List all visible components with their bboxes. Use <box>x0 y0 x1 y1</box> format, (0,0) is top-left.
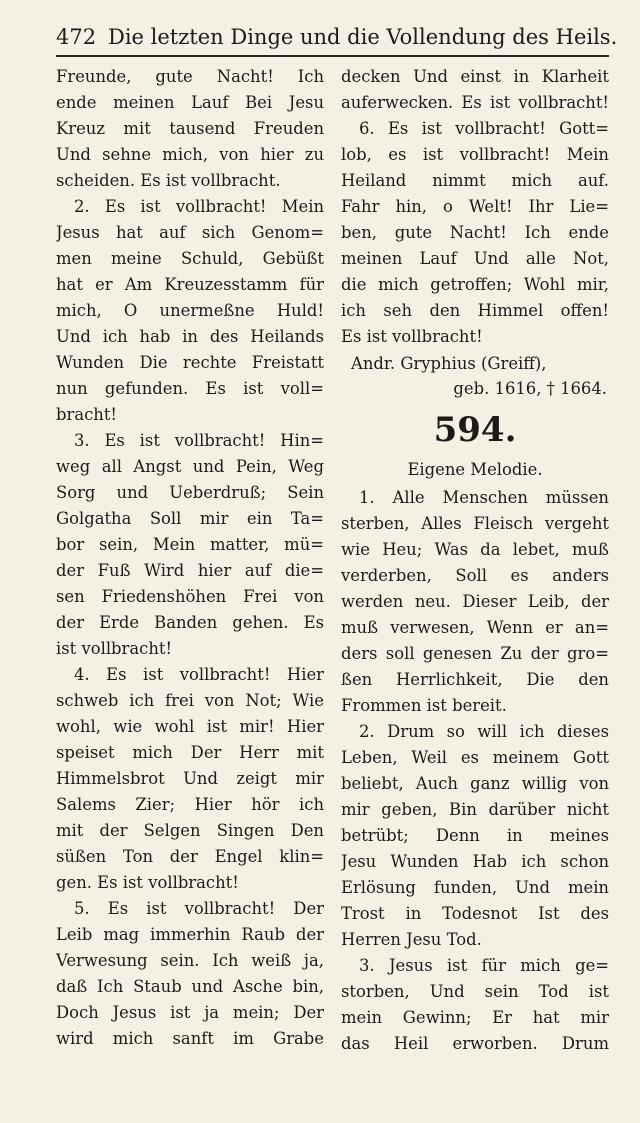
hymn-593-continuation <box>341 64 609 350</box>
text-line: 6. Es ist vollbracht! Gott= <box>359 119 609 138</box>
text-line: bracht! <box>56 405 118 424</box>
text-line: mir geben, Bin darüber nicht <box>341 800 609 819</box>
text-line: werden neu. Dieser Leib, der <box>341 592 609 611</box>
text-line: lob, es ist vollbracht! Mein <box>341 145 609 164</box>
text-line: auferwecken. Es ist vollbracht! <box>341 93 609 112</box>
text-line: wird mich sanft im Grabe <box>56 1029 324 1048</box>
text-line: decken Und einst in Klarheit <box>341 67 609 86</box>
text-line: Jesus hat auf sich Genom= <box>56 223 324 242</box>
text-line: ist vollbracht! <box>56 639 173 658</box>
page-number: 472 <box>56 25 97 49</box>
text-line: men meine Schuld, Gebüßt <box>56 249 324 268</box>
text-line: Doch Jesus ist ja mein; Der <box>56 1003 324 1022</box>
page-header <box>56 22 616 52</box>
text-line: Golgatha Soll mir ein Ta= <box>56 509 324 528</box>
text-line: speiset mich Der Herr mit <box>56 743 324 762</box>
text-line: sterben, Alles Fleisch vergeht <box>341 514 609 533</box>
text-line: muß verwesen, Wenn er an= <box>341 618 609 637</box>
text-line: der Fuß Wird hier auf die= <box>56 561 324 580</box>
text-line: Verwesung sein. Ich weiß ja, <box>56 951 324 970</box>
text-line: ben, gute Nacht! Ich ende <box>341 223 609 242</box>
text-line: 3. Jesus ist für mich ge= <box>359 956 609 975</box>
text-line: Wunden Die rechte Freistatt <box>56 353 324 372</box>
melody-note: Eigene Melodie. <box>407 460 543 479</box>
text-line: Und ich hab in des Heilands <box>56 327 324 346</box>
text-line: schweb ich frei von Not; Wie <box>56 691 324 710</box>
text-line: gen. Es ist vollbracht! <box>56 873 239 892</box>
text-line: 2. Drum so will ich dieses <box>359 722 609 741</box>
text-line: Herren Jesu Tod. <box>341 930 482 949</box>
text-line: scheiden. Es ist vollbracht. <box>56 171 281 190</box>
text-line: daß Ich Staub und Asche bin, <box>56 977 324 996</box>
text-line: 1. Alle Menschen müssen <box>359 488 609 507</box>
text-line: Frommen ist bereit. <box>341 696 507 715</box>
text-line: Freunde, gute Nacht! Ich <box>56 67 324 86</box>
text-line: meinen Lauf Und alle Not, <box>341 249 609 268</box>
text-line: ende meinen Lauf Bei Jesu <box>56 93 324 112</box>
text-line: Kreuz mit tausend Freuden <box>56 119 324 138</box>
text-line: Erlösung funden, Und mein <box>341 878 609 897</box>
text-line: ßen Herrlichkeit, Die den <box>341 670 609 689</box>
text-line: mein Gewinn; Er hat mir <box>341 1008 609 1027</box>
text-line: Es ist vollbracht! <box>341 327 483 346</box>
text-line: die mich getroffen; Wohl mir, <box>341 275 609 294</box>
text-line: wie Heu; Was da lebet, muß <box>341 540 609 559</box>
text-line: sen Friedenshöhen Frei von <box>56 587 324 606</box>
text-line: beliebt, Auch ganz willig von <box>341 774 609 793</box>
text-line: betrübt; Denn in meines <box>341 826 609 845</box>
author-attribution: Andr. Gryphius (Greiff), <box>351 354 547 373</box>
running-title: Die letzten Dinge und die Vollendung des Heils. <box>108 25 618 49</box>
text-line: Leben, Weil es meinem Gott <box>341 748 609 767</box>
text-line: bor sein, Mein matter, mü= <box>56 535 324 554</box>
text-line: 2. Es ist vollbracht! Mein <box>74 197 324 216</box>
text-line: Heiland nimmt mich auf. <box>341 171 609 190</box>
text-line: wohl, wie wohl ist mir! Hier <box>56 717 324 736</box>
text-line: 4. Es ist vollbracht! Hier <box>74 665 324 684</box>
text-line: hat er Am Kreuzesstamm für <box>56 275 324 294</box>
text-line: ich seh den Himmel offen! <box>341 301 609 320</box>
text-line: mit der Selgen Singen Den <box>56 821 324 840</box>
text-line: das Heil erworben. Drum <box>341 1034 609 1053</box>
text-line: Himmelsbrot Und zeigt mir <box>56 769 324 788</box>
text-line: Fahr hin, o Welt! Ihr Lie= <box>341 197 609 216</box>
text-line: storben, Und sein Tod ist <box>341 982 609 1001</box>
text-line: Und sehne mich, von hier zu <box>56 145 324 164</box>
text-line: Sorg und Ueberdruß; Sein <box>56 483 324 502</box>
text-line: nun gefunden. Es ist voll= <box>56 379 324 398</box>
hymn-594-text <box>341 485 609 1057</box>
author-dates: geb. 1616, † 1664. <box>453 379 607 398</box>
hymn-number: 594. <box>433 410 517 450</box>
left-column <box>56 64 324 1052</box>
text-line: 5. Es ist vollbracht! Der <box>74 899 324 918</box>
text-line: mich, O unermeßne Huld! <box>56 301 324 320</box>
text-line: verderben, Soll es anders <box>341 566 609 585</box>
text-line: weg all Angst und Pein, Weg <box>56 457 324 476</box>
header-rule <box>56 55 609 57</box>
text-line: süßen Ton der Engel klin= <box>56 847 324 866</box>
text-line: ders soll genesen Zu der gro= <box>341 644 609 663</box>
right-column <box>341 64 609 1057</box>
text-line: 3. Es ist vollbracht! Hin= <box>74 431 324 450</box>
text-line: Trost in Todesnot Ist des <box>341 904 609 923</box>
text-line: Leib mag immerhin Raub der <box>56 925 324 944</box>
text-line: der Erde Banden gehen. Es <box>56 613 324 632</box>
text-line: Jesu Wunden Hab ich schon <box>341 852 609 871</box>
text-line: Salems Zier; Hier hör ich <box>56 795 324 814</box>
